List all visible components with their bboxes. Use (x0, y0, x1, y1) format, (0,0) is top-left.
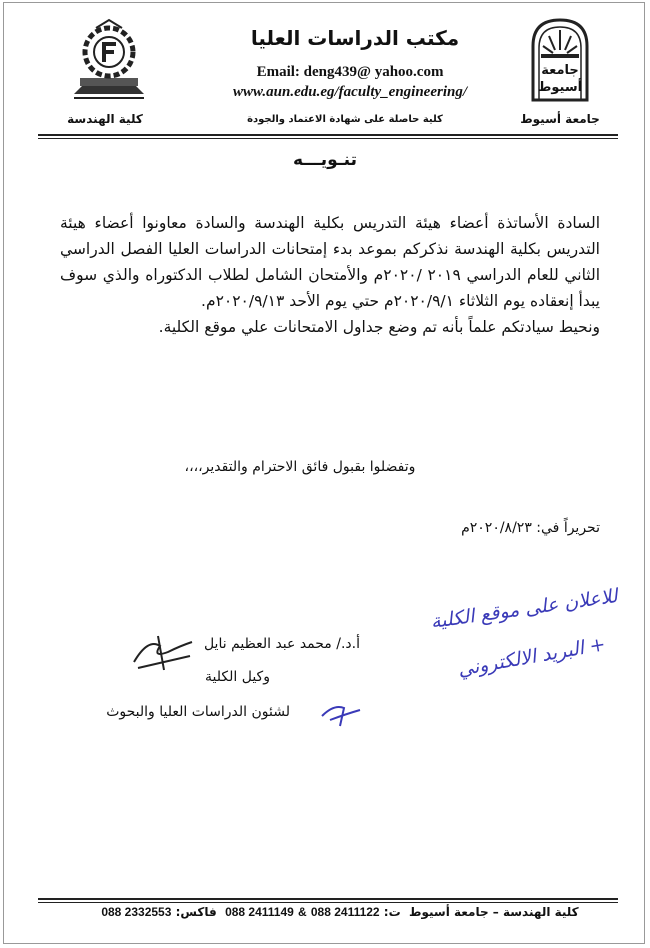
handwritten-note (330, 585, 630, 700)
office-title: مكتب الدراسات العليا (250, 26, 460, 50)
closing-line: وتفضلوا بقبول فائق الاحترام والتقدير،،،، (184, 459, 416, 475)
assiut-university-logo (527, 16, 593, 102)
phone-separator: & (298, 905, 307, 919)
university-name-right: جامعة أسيوط (520, 112, 600, 126)
logo-text-bottom: أسيوط (537, 80, 583, 95)
logo-text-top: جامعة (541, 63, 579, 78)
initials-mark (316, 696, 364, 730)
handwritten-line: للاعلان على موقع الكلية (429, 585, 619, 633)
footer-divider (38, 898, 618, 903)
phone-number: 088 2411149 (225, 905, 294, 919)
notice-body (60, 210, 600, 340)
letterhead (0, 0, 650, 140)
phone-number: 088 2411122 (310, 905, 380, 919)
website-line: www.aun.edu.eg/faculty_engineering/ (232, 84, 468, 100)
phone-label: ت: (383, 905, 401, 919)
faculty-name-left: كلية الهندسة (67, 112, 143, 126)
accreditation-note: كلية حاصلة على شهادة الاعتماد والجودة (247, 114, 443, 125)
signature-mark (128, 632, 198, 674)
signatory-role: وكيل الكلية (205, 669, 270, 685)
handwritten-line: + البريد الالكتروني (455, 633, 607, 681)
signatory-department: لشئون الدراسات العليا والبحوث (106, 704, 290, 720)
header-divider (38, 134, 618, 139)
notice-title: تنـويـــه (293, 150, 357, 170)
footer-institution: كلية الهندسة – جامعة أسيوط (409, 905, 579, 919)
footer-contact (60, 905, 620, 919)
fax-label: فاكس: (175, 905, 217, 919)
fax-number: 088 2332553 (101, 905, 172, 919)
signatory-name: أ.د./ محمد عبد العظيم نايل (203, 636, 360, 652)
notice-paragraph: السادة الأساتذة أعضاء هيئة التدريس بكلية الهندسة والسادة معاونوا أعضاء هيئة التدريس بكلية الهندسة نذكركم بموعد بدء إمتحانات الدراسات العليا الفصل الدراسي الثاني للعام الدراسي ٢٠١٩ /٢٠٢٠م والأمتحان الشامل لطلاب الدكتوراه والذي سوف يبدأ إنعقاده يوم الثلاثاء ٢٠٢٠/٩/١م حتي يوم الأحد ٢٠٢٠/٩/١٣م. (60, 214, 600, 310)
issue-date: تحريراً في: ٢٠٢٠/٨/٢٣م (461, 520, 600, 536)
notice-paragraph: ونحيط سيادتكم علماً بأنه تم وضع جداول الامتحانات علي موقع الكلية. (158, 318, 600, 336)
email-line: Email: deng439@ yahoo.com (256, 64, 444, 80)
faculty-engineering-logo (66, 18, 152, 102)
